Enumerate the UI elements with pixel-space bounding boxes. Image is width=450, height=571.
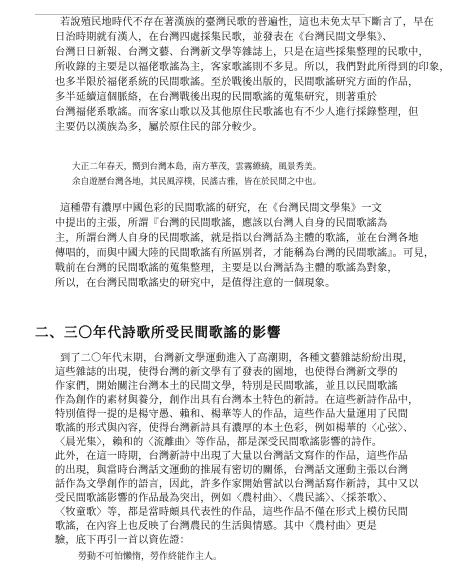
- text-line: 這些雜誌的出現，使得台灣的新文學有了發表的園地，也使得台灣新文學的: [55, 367, 398, 378]
- quote-line: 大正二年春天，嚮到台灣本島，南方華茂，雲霧繚繞，風景秀美。: [72, 162, 322, 172]
- text-line: 作為創作的素材與養分，創作出具有台灣本土特色的新詩。在這些新詩作品中，: [55, 395, 419, 406]
- text-line: 到了二〇年代末期，台灣新文學運動進入了高潮期，各種文藝雜誌紛紛出現，: [60, 353, 414, 364]
- text-line: 〈晨光集〉，賴和的〈流離曲〉等作品，都是深受民間歌謠影響的詩作。: [55, 437, 383, 448]
- text-line: 所以，在台灣民間歌謠史的研究中，是值得注意的一個現象。: [55, 278, 336, 289]
- section-heading: 二、三〇年代詩歌所受民間歌謠的影響: [35, 325, 282, 341]
- verse-line: 勞動不可怕懶惰，勞作終能作主人。: [78, 552, 223, 562]
- text-line: 傳唱的，而與中國大陸的民間歌謠有所區別者，才能稱為台灣的民間歌謠』。可見，: [55, 248, 435, 259]
- text-line: 此外，在這一時期，台灣新詩中出現了大量以台灣話文寫作的作品，這些作品: [55, 451, 409, 462]
- text-line: 主要仍以漢族為多，屬於原住民的部分較少。: [55, 122, 263, 133]
- text-line: 台灣日日新報、台灣文藝、台灣新文學等雜誌上，只是在這些採集整理的民歌中，: [55, 47, 429, 58]
- text-line: 驗，底下再引一首以資佐證：: [55, 535, 191, 546]
- text-line: 所收錄的主要是以福佬歌謠為主，客家歌謠則不多見。所以，我們對此所得到的印象，: [55, 62, 450, 73]
- text-line: 歌謠，在內容上也反映了台灣農民的生活與情感。其中〈農村曲〉更是: [55, 521, 378, 532]
- text-line: 也多半限於福佬系統的民間歌謠。至於戰後出版的，民間歌謠研究方面的作品，: [55, 77, 419, 88]
- quote-line: 余自遊歷台灣各地，其民風淳樸，民謠古雅，皆在於民間之中也。: [72, 177, 322, 187]
- text-line: 〈牧童歌〉等，都是當時頗具代表性的作品，這些作品不僅在形式上模仿民間: [55, 507, 409, 518]
- text-line: 這種帶有濃厚中國色彩的民間歌謠的研究，在《台灣民間文學集》一文: [60, 203, 383, 214]
- text-line: 歌謠的形式與內容，使得台灣新詩具有濃厚的本土色彩，例如楊華的〈心弦〉、: [55, 423, 414, 434]
- text-line: 中提出的主張，所謂『台灣的民間歌謠，應該以台灣人自身的民間歌謠為: [55, 218, 388, 229]
- top-rule: [35, 14, 365, 15]
- text-line: 作家們，開始關注台灣本土的民間文學，特別是民間歌謠，並且以民間歌謠: [55, 381, 398, 392]
- text-line: 主，所謂台灣人自身的民間歌謠，就是指以台灣話為主體的歌謠，並在台灣各地: [55, 233, 419, 244]
- text-line: 多半延續這個脈絡，在台灣戰後出現的民間歌謠的蒐集研究，則著重於: [55, 92, 378, 103]
- text-line: 台灣福佬系歌謠。而客家山歌以及其他原住民歌謠也有不少人進行採錄整理，但: [55, 107, 419, 118]
- text-line: 的出現，與當時台灣話文運動的推展有密切的關係，台灣話文運動主張以台灣: [55, 465, 409, 476]
- text-line: 特別值得一提的是楊守愚、賴和、楊華等人的作品，這些作品大量運用了民間: [55, 409, 409, 420]
- text-line: 受民間歌謠影響的作品最為突出，例如〈農村曲〉、〈農民謠〉、〈採茶歌〉、: [55, 493, 394, 504]
- text-line: 若說殖民地時代不存在著漢族的臺灣民歌的普遍性，這也未免太早下斷言了，早在: [60, 17, 434, 28]
- text-line: 戰前在台灣的民間歌謠的蒐集整理，主要是以台灣話為主體的歌謠為對象，: [55, 263, 398, 274]
- text-line: 話作為文學創作的語言，因此，許多作家開始嘗試以台灣話寫作新詩，其中又以: [55, 479, 419, 490]
- text-line: 日治時期就有漢人，在台灣四處採集民歌，並發表在《台灣民間文學集》、: [55, 32, 393, 43]
